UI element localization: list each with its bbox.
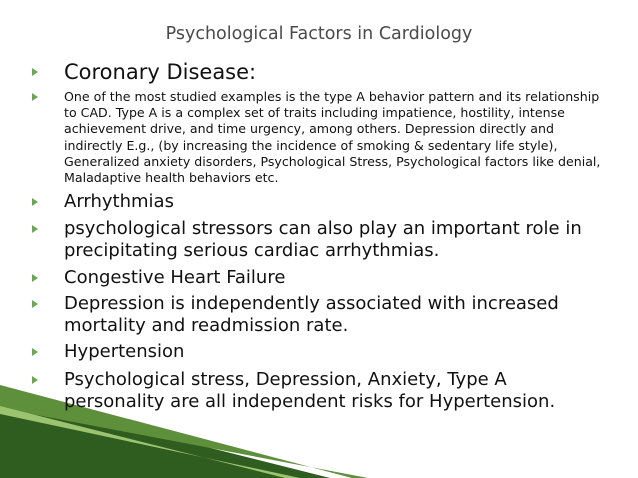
- heading-hypertension: Hypertension: [64, 341, 185, 363]
- list-item: [32, 89, 612, 186]
- right-triangle-bullet-icon: [32, 348, 38, 356]
- text-run: One of the most studied examples is the: [64, 89, 325, 104]
- list-item: [32, 60, 612, 85]
- right-triangle-bullet-icon: [32, 225, 38, 233]
- heading-congestive-heart-failure: Congestive Heart Failure: [64, 267, 286, 289]
- heart-failure-detail: Depression is independently associated with increased mortality and readmission rate.: [64, 293, 559, 337]
- right-triangle-bullet-icon: [32, 198, 38, 206]
- list-item: [32, 293, 612, 337]
- emphasis-maladaptive: Maladaptive health behaviors: [64, 170, 251, 186]
- text-run: can also play an important role in precipitating serious cardiac arrhythmias.: [64, 218, 582, 262]
- right-triangle-bullet-icon: [32, 68, 38, 76]
- right-triangle-bullet-icon: [32, 93, 38, 101]
- text-run: , Psychological: [252, 153, 350, 169]
- arrhythmias-detail: [64, 218, 612, 262]
- list-item: [32, 369, 612, 413]
- right-triangle-bullet-icon: [32, 376, 38, 384]
- text-run: , Psychological factors like: [388, 153, 558, 169]
- text-run: and its relationship to CAD. Type A is a complex set of traits including impatience, hostility, intense achievement drive, and time urgency, among others.: [64, 89, 600, 137]
- emphasis-depression: Depression: [404, 121, 476, 137]
- emphasis-anxiety: Generalized anxiety disorders: [64, 153, 253, 169]
- right-triangle-bullet-icon: [32, 274, 38, 282]
- list-item: [32, 341, 612, 363]
- heading-coronary-disease: Coronary Disease:: [64, 60, 257, 84]
- coronary-disease-detail: [64, 89, 612, 186]
- list-item: [32, 218, 612, 262]
- text-run: ,: [596, 153, 601, 169]
- text-run: directly and indirectly E.g., (by increasing the incidence of smoking & sedentary life style),: [64, 121, 558, 153]
- emphasis-stressors: psychological stressors: [64, 218, 273, 240]
- bullet-list: [32, 60, 612, 413]
- emphasis-type-a: type A behavior pattern: [324, 89, 475, 104]
- text-run: etc.: [250, 170, 279, 186]
- list-item: [32, 267, 612, 289]
- emphasis-denial: denial: [557, 153, 597, 169]
- list-item: [32, 191, 612, 213]
- emphasis-stress: Stress: [349, 153, 389, 169]
- right-triangle-bullet-icon: [32, 300, 38, 308]
- heading-arrhythmias: Arrhythmias: [64, 191, 174, 213]
- slide-title: Psychological Factors in Cardiology: [165, 24, 473, 44]
- hypertension-detail: Psychological stress, Depression, Anxiety, Type A personality are all independent risks for Hypertension.: [64, 369, 556, 413]
